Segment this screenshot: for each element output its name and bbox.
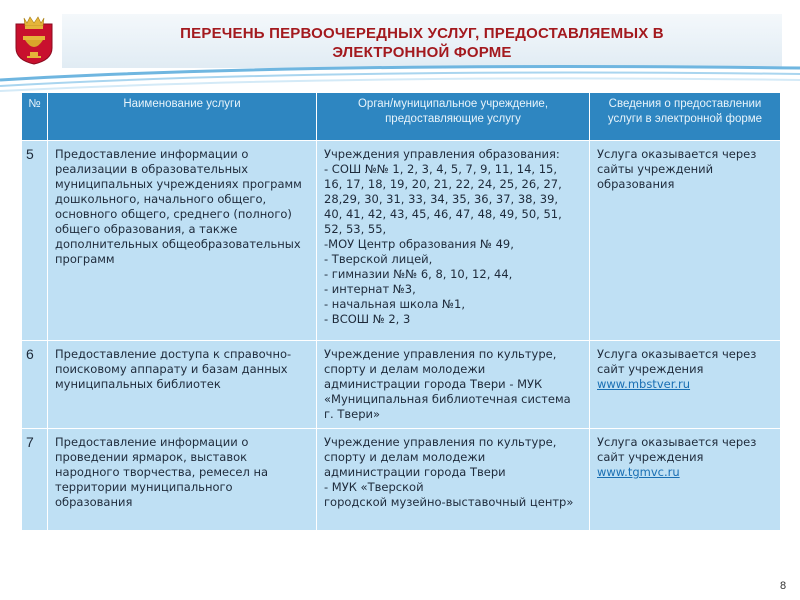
info-text-line: Услуга оказывается через xyxy=(597,435,757,449)
service-text-line: муниципальных библиотек xyxy=(55,377,221,391)
service-text-line: дополнительных общеобразовательных xyxy=(55,237,301,251)
info-text-line: Услуга оказывается через xyxy=(597,347,757,361)
org-text-line: - Тверской лицей, xyxy=(324,252,433,266)
org-text-line: спорту и делам молодежи xyxy=(324,362,486,376)
service-text-line: общего образования, а также xyxy=(55,222,238,236)
website-link[interactable]: www.tgmvc.ru xyxy=(597,465,680,479)
service-text-line: территории муниципального xyxy=(55,480,233,494)
org-text-line: г. Твери» xyxy=(324,407,381,421)
service-text-line: Предоставление доступа к справочно- xyxy=(55,347,292,361)
organization-cell xyxy=(317,341,590,429)
service-text-line: основного общего, среднего (полного) xyxy=(55,207,292,221)
org-text-line: 40, 41, 42, 43, 45, 46, 47, 48, 49, 50, 51, xyxy=(324,207,562,221)
info-text-line: Услуга оказывается через xyxy=(597,147,757,161)
table-row xyxy=(22,141,781,341)
header-electronic-info: Сведения о предоставлении услуги в электронной форме xyxy=(590,93,781,141)
org-text-line: - гимназии №№ 6, 8, 10, 12, 44, xyxy=(324,267,513,281)
info-text-line: сайт учреждения xyxy=(597,362,704,376)
org-text-line: - СОШ №№ 1, 2, 3, 4, 5, 7, 9, 11, 14, 15, xyxy=(324,162,557,176)
org-text-line: 28,29, 30, 31, 33, 34, 35, 36, 37, 38, 39, xyxy=(324,192,559,206)
service-text-line: программ xyxy=(55,252,115,266)
service-text-line: реализации в образовательных xyxy=(55,162,249,176)
electronic-info-cell xyxy=(590,429,781,531)
org-text-line: 16, 17, 18, 19, 20, 21, 22, 24, 25, 26, 27, xyxy=(324,177,562,191)
service-text-line: муниципальных учреждениях программ xyxy=(55,177,302,191)
org-text-line: администрации города Твери xyxy=(324,465,506,479)
page-number: 8 xyxy=(780,580,787,592)
org-text-line: 52, 53, 55, xyxy=(324,222,387,236)
org-text-line: спорту и делам молодежи xyxy=(324,450,486,464)
service-text-line: народного творчества, ремесел на xyxy=(55,465,269,479)
org-text-line: Учреждение управления по культуре, xyxy=(324,435,557,449)
title-line-1: ПЕРЕЧЕНЬ ПЕРВООЧЕРЕДНЫХ УСЛУГ, ПРЕДОСТАВЛЯЕМЫХ В xyxy=(180,25,664,42)
row-number: 7 xyxy=(22,429,48,531)
info-text-line: сайт учреждения xyxy=(597,450,704,464)
org-text-line: -МОУ Центр образования № 49, xyxy=(324,237,514,251)
info-text-line: образования xyxy=(597,177,675,191)
service-text-line: Предоставление информации о xyxy=(55,147,249,161)
service-text-line: образования xyxy=(55,495,133,509)
website-link[interactable]: www.mbstver.ru xyxy=(597,377,691,391)
title-line-2: ЭЛЕКТРОННОЙ ФОРМЕ xyxy=(332,44,512,61)
org-text-line: Учреждение управления по культуре, xyxy=(324,347,557,361)
org-text-line: Учреждения управления образования: xyxy=(324,147,560,161)
org-text-line: - ВСОШ № 2, 3 xyxy=(324,312,411,326)
service-text-line: дошкольного, начального общего, xyxy=(55,192,267,206)
electronic-info-cell xyxy=(590,341,781,429)
header-service-name: Наименование услуги xyxy=(48,93,317,141)
header-number: № xyxy=(22,93,48,141)
org-text-line: - начальная школа №1, xyxy=(324,297,465,311)
header-organization: Орган/муниципальное учреждение, предоставляющие услугу xyxy=(317,93,590,141)
service-text-line: поисковому аппарату и базам данных xyxy=(55,362,288,376)
service-text-line: Предоставление информации о xyxy=(55,435,249,449)
org-text-line: администрации города Твери - МУК xyxy=(324,377,543,391)
service-name-cell xyxy=(48,341,317,429)
service-text-line: проведении ярмарок, выставок xyxy=(55,450,248,464)
info-text-line: сайты учреждений xyxy=(597,162,714,176)
service-name-cell xyxy=(48,141,317,341)
org-text-line: «Муниципальная библиотечная система xyxy=(324,392,571,406)
org-text-line: - МУК «Тверской xyxy=(324,480,424,494)
org-text-line: городской музейно-выставочный центр» xyxy=(324,495,574,509)
table-row xyxy=(22,429,781,531)
page-title xyxy=(62,24,782,62)
organization-cell xyxy=(317,141,590,341)
service-name-cell xyxy=(48,429,317,531)
table-header-row xyxy=(22,93,781,141)
org-text-line: - интернат №3, xyxy=(324,282,416,296)
row-number: 6 xyxy=(22,341,48,429)
services-table xyxy=(21,92,781,531)
table-row xyxy=(22,341,781,429)
row-number: 5 xyxy=(22,141,48,341)
electronic-info-cell xyxy=(590,141,781,341)
organization-cell xyxy=(317,429,590,531)
